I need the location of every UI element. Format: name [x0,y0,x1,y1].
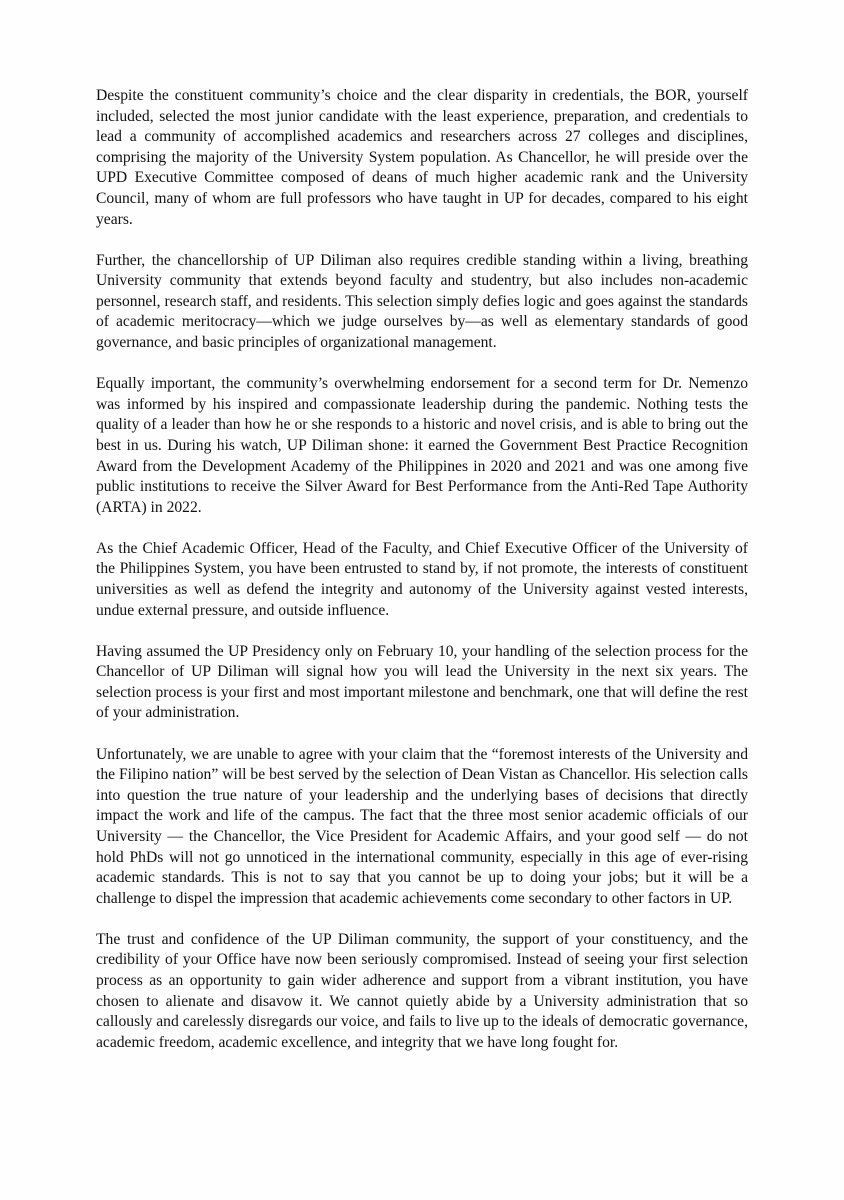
letter-body [96,86,748,1074]
paragraph-disagreement: Unfortunately, we are unable to agree with your claim that the “foremost interests of the University and the Filipino nation” will be best served by the selection of Dean Vistan as Chancellor. His selection calls into question the true nature of your leadership and the underlying bases of decisions that directly impact the work and life of the campus. The fact that the three most senior academic officials of our University — the Chancellor, the Vice President for Academic Affairs, and your good self — do not hold PhDs will not go unnoticed in the international community, especially in this age of ever-rising academic standards. This is not to say that you cannot be up to doing your jobs; but it will be a challenge to dispel the impression that academic achievements come secondary to other factors in UP. [96,745,748,907]
paragraph-trust-compromised: The trust and confidence of the UP Diliman community, the support of your constituency, and the credibility of your Office have now been seriously compromised. Instead of seeing your first selection process as an opportunity to gain wider adherence and support from a vibrant institution, you have chosen to alienate and disavow it. We cannot quietly abide by a University administration that so callously and carelessly disregards our voice, and fails to live up to the ideals of democratic governance, academic freedom, academic excellence, and integrity that we have long fought for. [96,930,748,1051]
paragraph-presidency: Having assumed the UP Presidency only on February 10, your handling of the selection process for the Chancellor of UP Diliman will signal how you will lead the University in the next six years. The selection process is your first and most important milestone and benchmark, one that will define the rest of your administration. [96,642,748,722]
paragraph-chancellorship: Further, the chancellorship of UP Diliman also requires credible standing within a living, breathing University community that extends beyond faculty and studentry, but also includes non-academic personnel, research staff, and residents. This selection simply defies logic and goes against the standards of academic meritocracy—which we judge ourselves by—as well as elementary standards of good governance, and basic principles of organizational management. [96,251,748,352]
paragraph-credentials: Despite the constituent community’s choice and the clear disparity in credentials, the BOR, yourself included, selected the most junior candidate with the least experience, preparation, and credentials to lead a community of accomplished academics and researchers across 27 colleges and disciplines, comprising the majority of the University System population. As Chancellor, he will preside over the UPD Executive Committee composed of deans of much higher academic rank and the University Council, many of whom are full professors who have taught in UP for decades, compared to his eight years. [96,87,748,228]
paragraph-chief-academic-officer: As the Chief Academic Officer, Head of the Faculty, and Chief Executive Officer of the University of the Philippines System, you have been entrusted to stand by, if not promote, the interests of constituent universities as well as defend the integrity and autonomy of the University against vested interests, undue external pressure, and outside influence. [96,539,748,619]
paragraph-nemenzo-endorsement: Equally important, the community’s overwhelming endorsement for a second term for Dr. Nemenzo was informed by his inspired and compassionate leadership during the pandemic. Nothing tests the quality of a leader than how he or she responds to a historic and novel crisis, and is able to bring out the best in us. During his watch, UP Diliman shone: it earned the Government Best Practice Recognition Award from the Development Academy of the Philippines in 2020 and 2021 and was one among five public institutions to receive the Silver Award for Best Performance from the Anti-Red Tape Authority (ARTA) in 2022. [96,375,748,516]
